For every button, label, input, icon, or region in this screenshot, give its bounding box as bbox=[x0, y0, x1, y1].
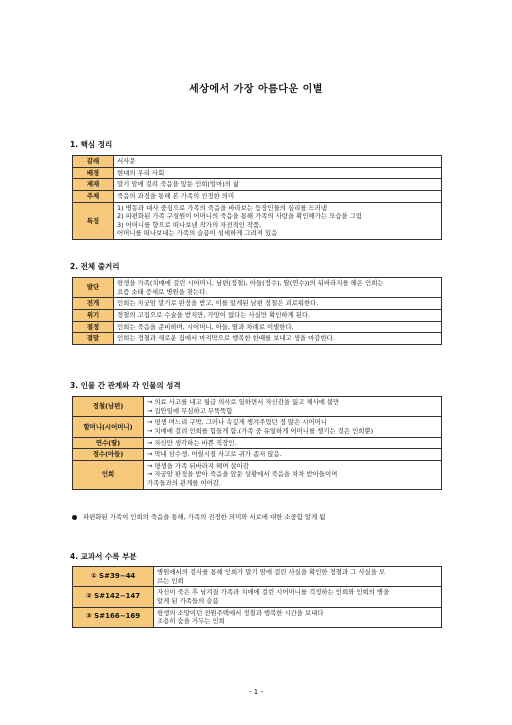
table-row bbox=[73, 321, 442, 333]
row-key: 할머니(시어머니) bbox=[73, 417, 144, 437]
row-value bbox=[144, 417, 442, 437]
row-key: 발단 bbox=[73, 278, 114, 298]
section-heading-plot: 2. 전체 줄거리 bbox=[70, 262, 120, 271]
row-key: 정수(아들) bbox=[73, 449, 144, 461]
row-line: → 의료 사고를 내고 월급 의사로 일하면서 자신감을 잃고 체사에 불만 bbox=[147, 398, 340, 406]
row-key: 위기 bbox=[73, 309, 114, 321]
row-line: 자신이 죽은 후 남겨질 가족과 치매에 걸린 시어머니를 걱정하는 인희와 인희의 병을 bbox=[157, 588, 390, 597]
row-line: → 집안일에 무심하고 무뚝뚝함 bbox=[147, 406, 233, 415]
row-line: 평생의 소망이던 전원주택에서 정철과 행복한 시간을 보내다 bbox=[157, 608, 324, 617]
table-row bbox=[73, 587, 442, 607]
section-heading-characters: 3. 인물 간 관계와 각 인물의 성격 bbox=[70, 381, 181, 390]
row-key: 절정 bbox=[73, 321, 114, 333]
table-row bbox=[73, 417, 442, 437]
section-heading-summary: 1. 핵심 정리 bbox=[70, 140, 113, 149]
characters-table bbox=[72, 396, 442, 490]
table-row bbox=[73, 309, 442, 321]
row-value: 말기 암에 걸려 죽음을 앞둔 인희(엄마)의 삶 bbox=[114, 179, 442, 191]
page-title: 세상에서 가장 아름다운 이별 bbox=[189, 84, 323, 95]
table-row bbox=[73, 190, 442, 202]
row-key: 전개 bbox=[73, 298, 114, 310]
table-row bbox=[73, 167, 442, 179]
row-key: ② S#142~147 bbox=[73, 587, 154, 607]
summary-table bbox=[72, 155, 442, 240]
table-row bbox=[73, 460, 442, 489]
row-key: 특징 bbox=[73, 202, 114, 240]
row-line: → 평생을 가족 뒤바라지 해며 살아감 bbox=[147, 461, 249, 470]
row-line: 어머니를 떠나보내는 가족의 슬픔이 섬세하게 그려져 있음 bbox=[117, 229, 278, 238]
table-row bbox=[73, 333, 442, 345]
row-key: 갈래 bbox=[73, 156, 114, 168]
row-line: 알게 된 가족들의 슬픔 bbox=[157, 596, 219, 605]
row-line: 3) 어머니를 향으로 떠나보낸 작가의 자전적인 작품, bbox=[117, 220, 262, 229]
row-value: 인희는 자궁암 말기로 판정을 받고, 이를 알게된 남편 정철은 괴로워한다. bbox=[114, 298, 442, 310]
row-key: ① S#39~44 bbox=[73, 567, 154, 587]
table-row bbox=[73, 449, 442, 461]
row-value: 죽음의 과정을 통해 본 가족의 진정한 의미 bbox=[114, 190, 442, 202]
row-line: 2) 파편화된 가족 구성원이 어머니의 죽음을 통해 가족의 사랑을 확인해가는 모습을 그림 bbox=[117, 212, 362, 221]
row-value: 정철의 고집으로 수술을 받지만, 가망이 없다는 사실만 확인하게 된다. bbox=[114, 309, 442, 321]
table-row bbox=[73, 437, 442, 449]
row-key: 결말 bbox=[73, 333, 114, 345]
row-line: → 자궁암 판정을 받아 죽음을 앞둔 상황에서 죽음을 차차 받아들이며 bbox=[147, 470, 338, 479]
row-key: 주제 bbox=[73, 190, 114, 202]
row-line: 가족들과의 관계를 이어감. bbox=[147, 479, 222, 488]
row-line: 요즘 소태 증세로 병원을 찾는다. bbox=[117, 287, 208, 296]
row-value: 서사문 bbox=[114, 156, 442, 168]
row-line: → 치매에 걸려 인희를 힘들게 함.(가족 중 유일하게 어머니를 챙기는 것은 인희뿐) bbox=[147, 426, 374, 435]
note-text: 파편화된 가족이 인희의 죽음을 통해, 가족의 진정한 의미와 서로에 대한 소중함 알게 됨 bbox=[83, 513, 326, 521]
row-value bbox=[144, 397, 442, 417]
plot-table bbox=[72, 277, 442, 345]
row-value bbox=[114, 278, 442, 298]
row-value: → 자신만 생각하는 바쁜 직장인. bbox=[144, 437, 442, 449]
row-value: → 막내 삼수생. 어릴시절 사고로 귀가 좀저 않음. bbox=[144, 449, 442, 461]
row-line: 조용히 숨을 거두는 인희 bbox=[157, 617, 225, 626]
table-row bbox=[73, 179, 442, 191]
row-key: 연수(딸) bbox=[73, 437, 144, 449]
row-value bbox=[154, 587, 442, 607]
page-number: - 1 - bbox=[249, 688, 263, 696]
summary-note bbox=[72, 512, 325, 521]
table-row bbox=[73, 298, 442, 310]
table-row bbox=[73, 607, 442, 627]
row-value: 인희는 죽음을 준비하며, 시어머니, 아들, 딸과 차례로 이별한다. bbox=[114, 321, 442, 333]
row-key: ③ S#166~169 bbox=[73, 607, 154, 627]
row-value: 현대의 우리 사회 bbox=[114, 167, 442, 179]
table-row bbox=[73, 397, 442, 417]
row-value bbox=[144, 460, 442, 489]
row-value: 인희는 정철과 새로운 집에서 마지막으로 행복한 한때를 보내고 생을 마감한다. bbox=[114, 333, 442, 345]
row-value bbox=[154, 607, 442, 627]
table-row bbox=[73, 278, 442, 298]
row-key: 정철(남편) bbox=[73, 397, 144, 417]
row-line: 병원에서의 검사를 통해 인희가 말기 암에 걸린 사실을 확인한 정철과 그 사실을 모 bbox=[157, 568, 386, 576]
row-value bbox=[114, 202, 442, 240]
section-heading-textbook: 4. 교과서 수록 부분 bbox=[70, 552, 137, 561]
table-row bbox=[73, 156, 442, 168]
row-key: 인희 bbox=[73, 460, 144, 489]
table-row bbox=[73, 567, 442, 587]
row-key: 배경 bbox=[73, 167, 114, 179]
textbook-table bbox=[72, 566, 442, 628]
row-key: 제재 bbox=[73, 179, 114, 191]
row-value bbox=[154, 567, 442, 587]
table-row bbox=[73, 202, 442, 240]
row-line: → 평생 며느리 구박, 그러나 속깊게 챙겨주었던 정 많은 시어머니 bbox=[147, 418, 328, 427]
row-line: 르는 인희 bbox=[157, 576, 184, 585]
row-line: 평생을 가족(치매에 걸린 시어머니, 남편(정철), 아들(정수), 딸(연수))의 뒤바라지를 해온 인희는 bbox=[117, 279, 384, 287]
bullet-icon bbox=[72, 515, 77, 520]
row-line: 1) 병동과 대사 중심으로 가족의 죽음을 바라보는 등장인물의 심리를 드러냄 bbox=[117, 203, 328, 212]
